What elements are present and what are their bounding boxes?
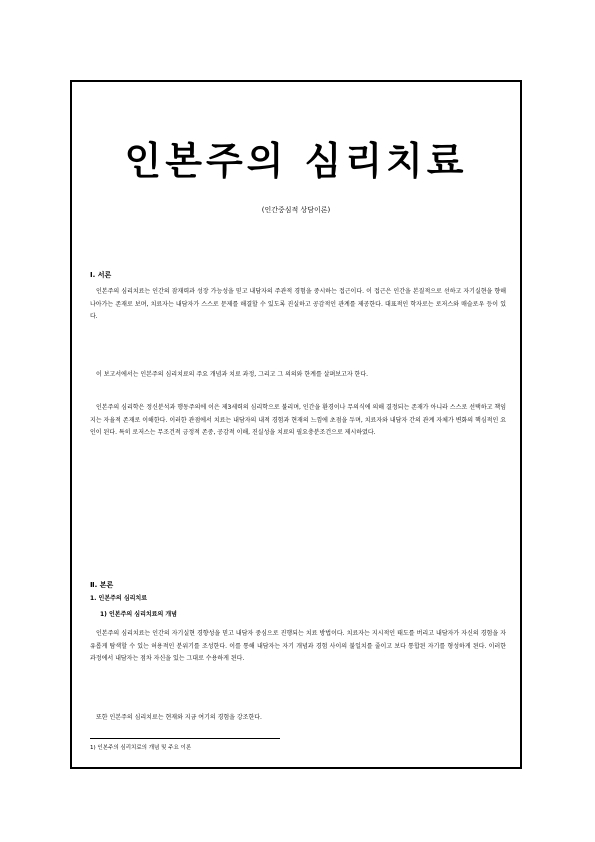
document-title: 인본주의 심리치료 <box>124 138 468 183</box>
section-heading-intro: Ⅰ. 서론 <box>90 271 112 279</box>
subhead-1-1: 1) 인본주의 심리치료의 개념 <box>100 611 177 618</box>
body-paragraph-2: 또한 인본주의 심리치료는 현재와 지금 여기의 경험을 강조한다. <box>96 714 262 721</box>
footnote: 1) 인본주의 심리치료의 개념 및 주요 이론 <box>90 745 192 751</box>
body-paragraph-1: 인본주의 심리치료는 인간의 자기실현 경향성을 믿고 내담자 중심으로 진행되는 치료 방법이다. 치료자는 지시적인 태도를 버리고 내담자가 자신의 경험을 자유롭게 탐색할 수 있는 허용적인 분위기를 조성한다. 이를 통해 내담자는 자기 개념과 경험 사이의 불일치를 줄이고 보다 통합된 자기를 형성하게 된다. 이러한 과정에서 내담자는 점차 자신을 있는 그대로 수용하게 된다. <box>90 630 506 662</box>
document-frame <box>70 80 522 769</box>
subhead-1: 1. 인본주의 심리치료 <box>90 595 148 602</box>
footnote-divider <box>90 738 280 739</box>
section-heading-body: Ⅱ. 본론 <box>90 581 114 589</box>
document-subtitle: (인간중심적 상담이론) <box>261 206 331 214</box>
intro-paragraph-2: 이 보고서에서는 인본주의 심리치료의 주요 개념과 치료 과정, 그리고 그 의의와 한계를 살펴보고자 한다. <box>96 371 369 378</box>
intro-paragraph-1: 인본주의 심리치료는 인간의 잠재력과 성장 가능성을 믿고 내담자의 주관적 경험을 중시하는 접근이다. 이 접근은 인간을 본질적으로 선하고 자기실현을 향해 나아가는 존재로 보며, 치료자는 내담자가 스스로 문제를 해결할 수 있도록 진실하고 공감적인 관계를 제공한다. 대표적인 학자로는 로저스와 매슬로우 등이 있다. <box>90 288 506 320</box>
intro-paragraph-3: 인본주의 심리학은 정신분석과 행동주의에 이은 제3세력의 심리학으로 불리며, 인간을 환경이나 무의식에 의해 결정되는 존재가 아니라 스스로 선택하고 책임지는 자율적 존재로 이해한다. 이러한 관점에서 치료는 내담자의 내적 경험과 현재의 느낌에 초점을 두며, 치료자와 내담자 간의 관계 자체가 변화의 핵심적인 요인이 된다. 특히 로저스는 무조건적 긍정적 존중, 공감적 이해, 진실성을 치료의 필요충분조건으로 제시하였다. <box>90 404 506 436</box>
